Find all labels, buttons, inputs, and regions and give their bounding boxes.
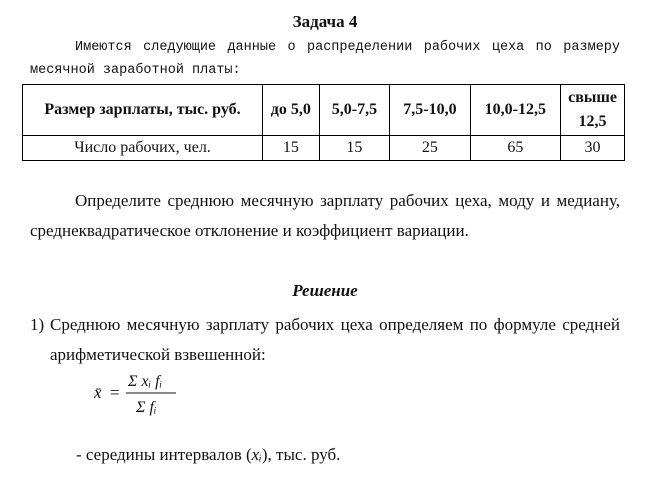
salary-distribution-table: [22, 84, 625, 161]
table-row-label: Число рабочих, чел.: [23, 136, 263, 161]
table-header-cell: 10,0-12,5: [470, 85, 560, 136]
table-cell: 15: [319, 136, 390, 161]
table-row: [23, 136, 625, 161]
step-text: Среднюю месячную зарплату рабочих цеха определяем по формуле средней арифметической взвешенной:: [50, 315, 620, 364]
solution-heading: Решение: [292, 281, 358, 300]
task-paragraph: Определите среднюю месячную зарплату рабочих цеха, моду и медиану, среднеквадратическое отклонение и коэффициент вариации.: [30, 191, 620, 240]
table-header-cell: свыше 12,5: [561, 85, 625, 136]
table-header-cell: до 5,0: [263, 85, 320, 136]
midpoints-suffix: ), тыс. руб.: [261, 445, 341, 464]
table-header-cell: 7,5-10,0: [390, 85, 470, 136]
table-header-row: [23, 85, 625, 136]
table-header-cell: Размер зарплаты, тыс. руб.: [23, 85, 263, 136]
intro-line-2: месячной заработной платы:: [30, 63, 241, 78]
formula-numerator: Σ xᵢ fᵢ: [128, 373, 163, 390]
formula-equals: =: [110, 383, 120, 402]
weighted-mean-formula: [92, 366, 212, 422]
midpoints-prefix: - середины интервалов (: [76, 445, 252, 464]
table-cell: 15: [263, 136, 320, 161]
step-1: [30, 310, 620, 370]
table-header-cell: 5,0-7,5: [319, 85, 390, 136]
midpoints-line: [76, 440, 340, 470]
formula-denominator: Σ fᵢ: [136, 399, 157, 416]
intro-line-1: Имеются следующие данные о распределении рабочих цеха по размеру: [75, 40, 620, 55]
table-cell: 65: [470, 136, 560, 161]
formula-lhs: x̄: [94, 383, 102, 402]
midpoints-symbol: xᵢ: [251, 445, 262, 464]
table-cell: 30: [561, 136, 625, 161]
table-cell: 25: [390, 136, 470, 161]
task-title: Задача 4: [292, 12, 358, 31]
step-number: 1): [30, 315, 45, 334]
